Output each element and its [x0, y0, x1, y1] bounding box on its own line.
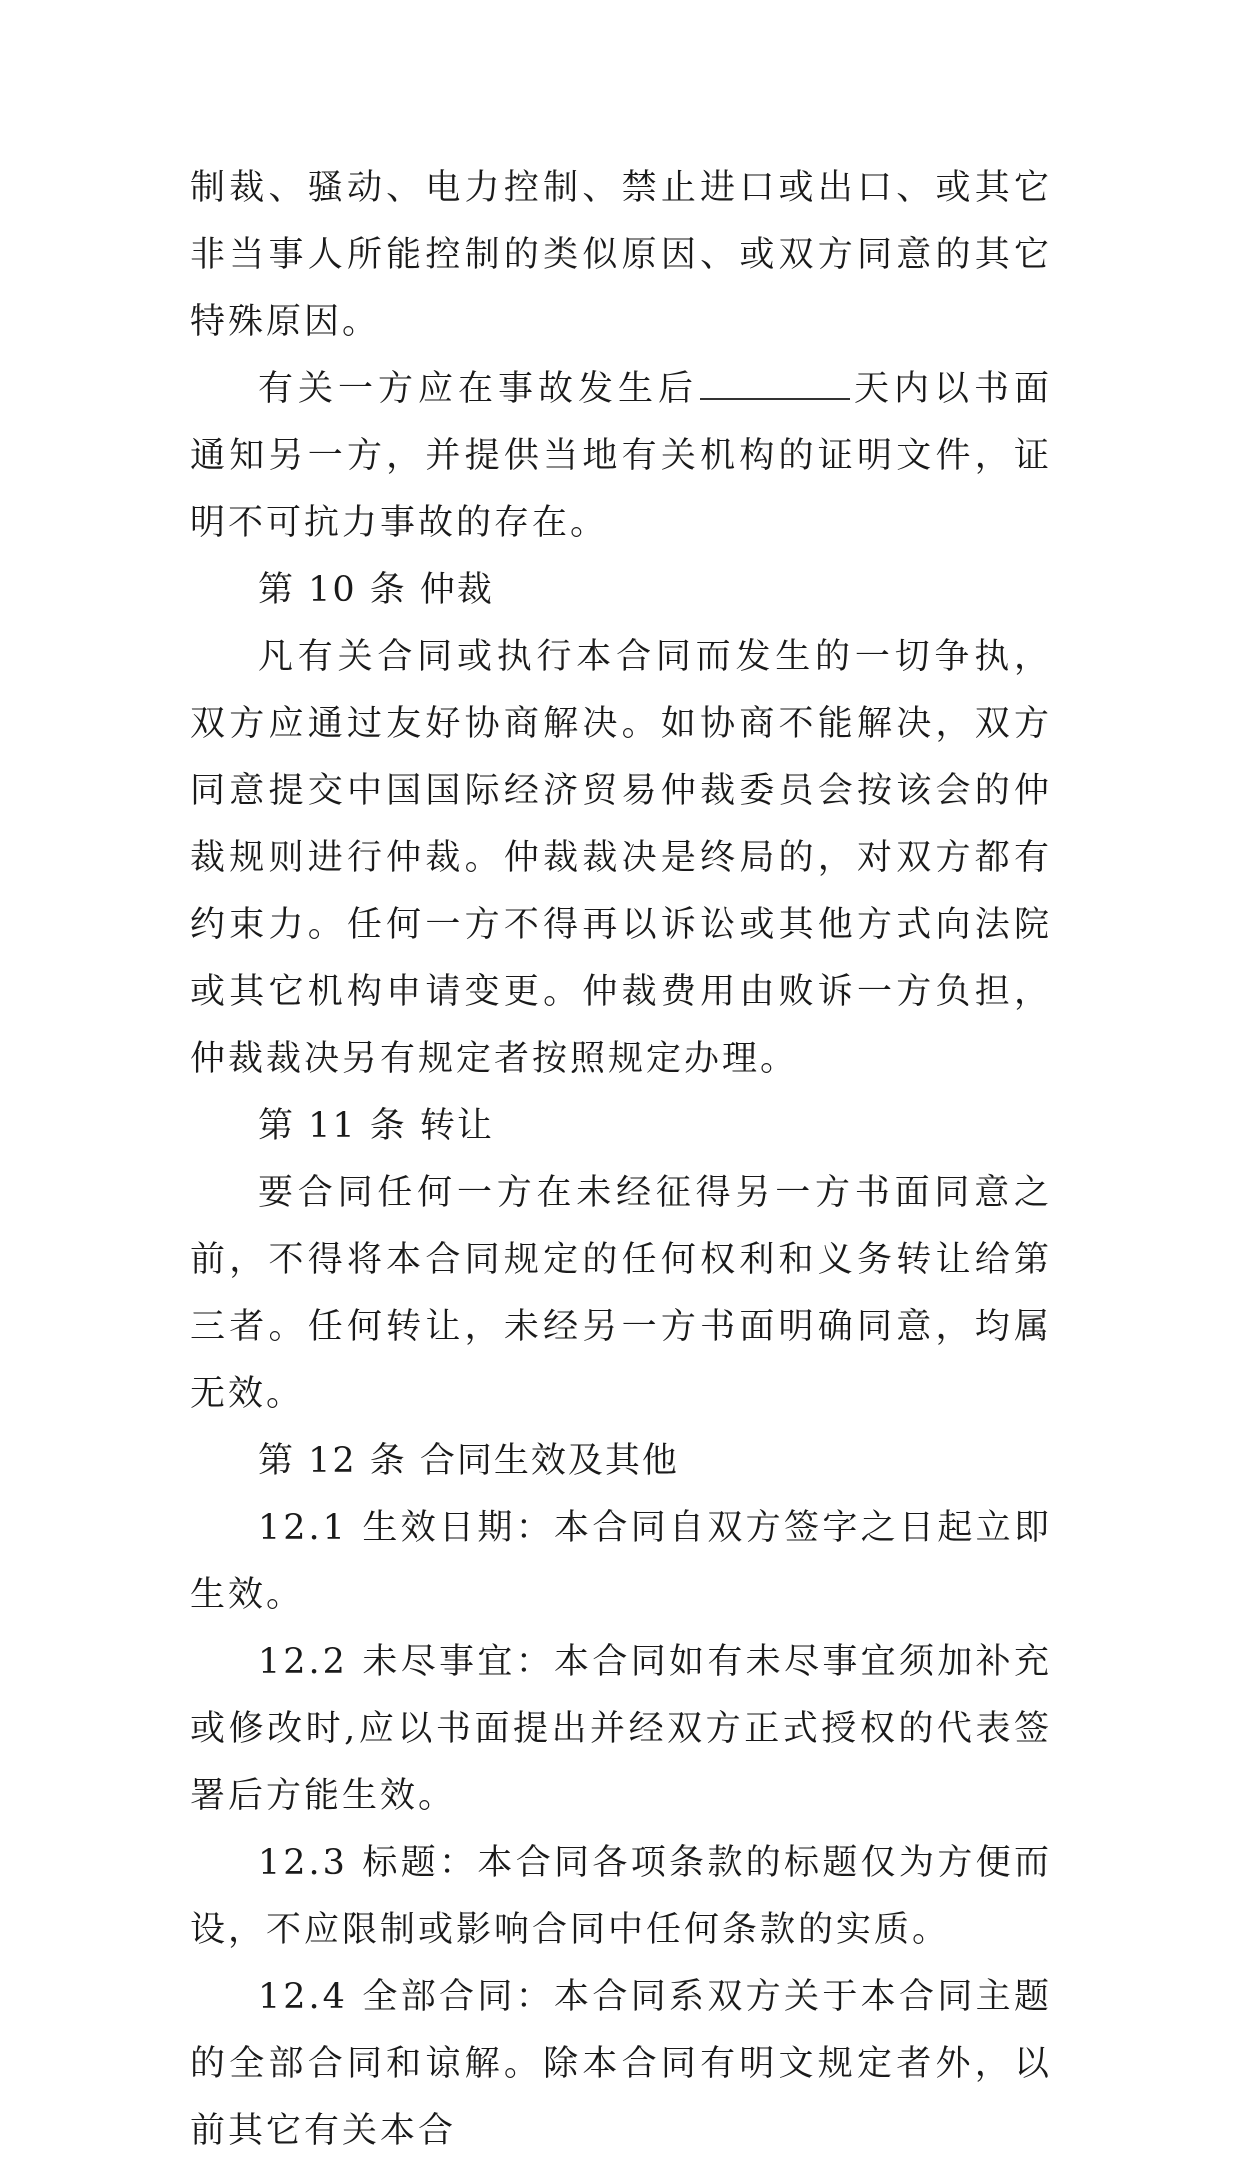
article-12-title: 第 12 条 合同生效及其他 — [258, 1441, 679, 1481]
clause-12-2: 12.2 未尽事宜：本合同如有未尽事宜须加补充或修改时,应以书面提出并经双方正式授权的代表签署后方能生效。 — [190, 1642, 1052, 1816]
article-11-body: 要合同任何一方在未经征得另一方书面同意之前，不得将本合同规定的任何权利和义务转让给第三者。任何转让，未经另一方书面明确同意，均属无效。 — [190, 1173, 1052, 1414]
notice-text-before: 有关一方应在事故发生后 — [258, 369, 698, 409]
article-11-title: 第 11 条 转让 — [258, 1106, 494, 1146]
paragraph-notice — [190, 356, 1052, 557]
clause-12-3: 12.3 标题：本合同各项条款的标题仅为方便而设，不应限制或影响合同中任何条款的实质。 — [190, 1843, 1052, 1950]
article-10-body: 凡有关合同或执行本合同而发生的一切争执，双方应通过友好协商解决。如协商不能解决，双方同意提交中国国际经济贸易仲裁委员会按该会的仲裁规则进行仲裁。仲裁裁决是终局的，对双方都有约束力。任何一方不得再以诉讼或其他方式向法院或其它机构申请变更。仲裁费用由败诉一方负担，仲裁裁决另有规定者按照规定办理。 — [190, 637, 1052, 1079]
clause-12-1: 12.1 生效日期：本合同自双方签字之日起立即生效。 — [190, 1508, 1052, 1615]
article-10-title: 第 10 条 仲裁 — [258, 570, 494, 610]
document-body — [190, 155, 1052, 2165]
notice-text-after: 天内以书面通知另一方，并提供当地有关机构的证明文件，证明不可抗力事故的存在。 — [190, 369, 1052, 543]
days-blank-field — [700, 368, 850, 400]
clause-12-4: 12.4 全部合同：本合同系双方关于本合同主题的全部合同和谅解。除本合同有明文规定者外，以前其它有关本合 — [190, 1977, 1052, 2151]
paragraph-force-majeure-causes: 制裁、骚动、电力控制、禁止进口或出口、或其它非当事人所能控制的类似原因、或双方同意的其它特殊原因。 — [190, 168, 1052, 342]
